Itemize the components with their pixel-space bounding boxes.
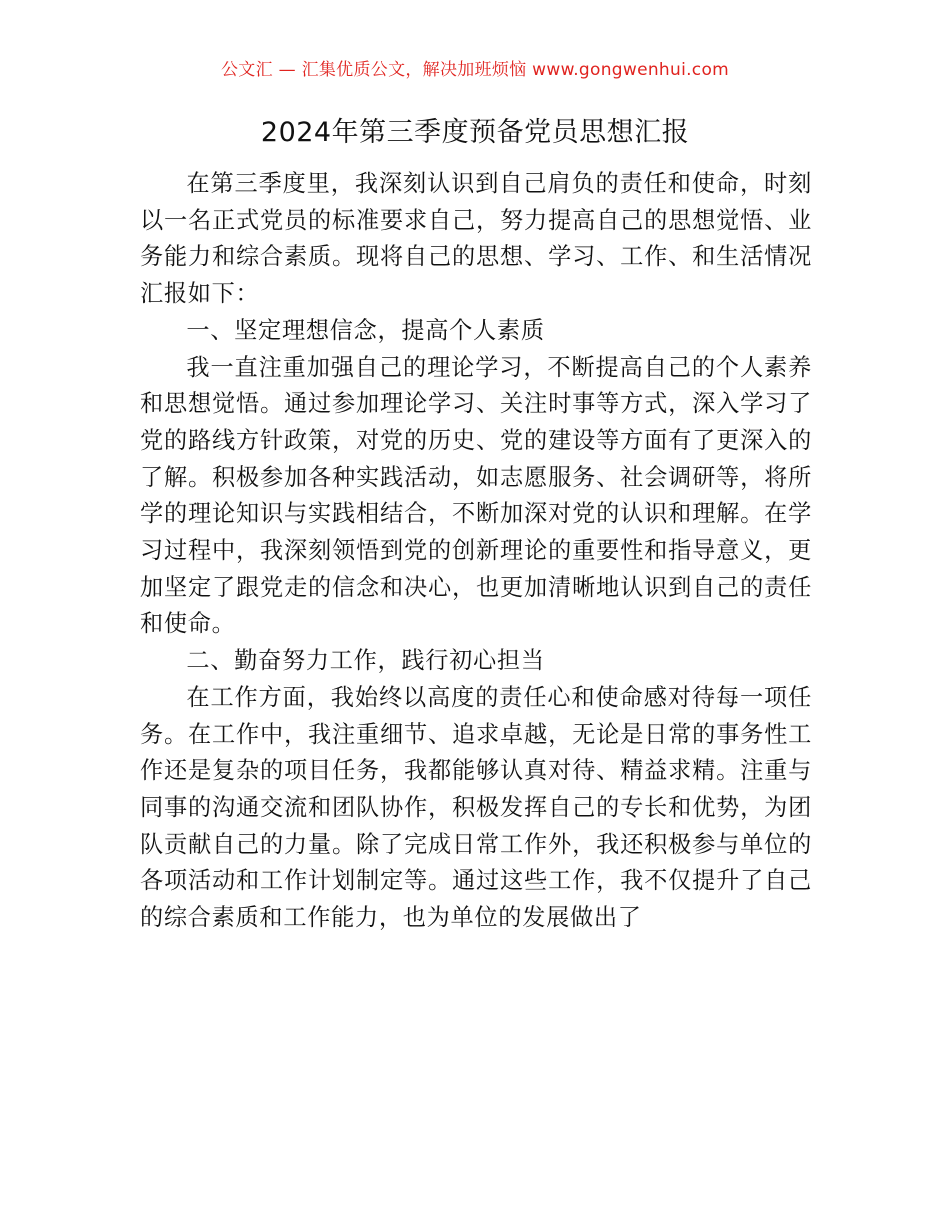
section-2-heading: 二、勤奋努力工作，践行初心担当 xyxy=(186,647,545,675)
document-title: 2024年第三季度预备党员思想汇报 xyxy=(260,117,690,148)
section-1-heading: 一、坚定理想信念，提高个人素质 xyxy=(186,316,545,344)
section-1-paragraph: 我一直注重加强自己的理论学习，不断提高自己的个人素养和思想觉悟。通过参加理论学习、关注时事等方式，深入学习了党的路线方针政策，对党的历史、党的建设等方面有了更深入的了解。积极参加各种实践活动，如志愿服务、社会调研等，将所学的理论知识与实践相结合，不断加深对党的认识和理解。在学习过程中，我深刻领悟到党的创新理论的重要性和指导意义，更加坚定了跟党走的信念和决心，也更加清晰地认识到自己的责任和使命。 xyxy=(140,353,812,638)
site-watermark: 公文汇 — 汇集优质公文，解决加班烦恼 www.gongwenhui.com xyxy=(220,60,730,80)
section-2-paragraph: 在工作方面，我始终以高度的责任心和使命感对待每一项任务。在工作中，我注重细节、追求卓越，无论是日常的事务性工作还是复杂的项目任务，我都能够认真对待、精益求精。注重与同事的沟通交流和团队协作，积极发挥自己的专长和优势，为团队贡献自己的力量。除了完成日常工作外，我还积极参与单位的各项活动和工作计划制定等。通过这些工作，我不仅提升了自己的综合素质和工作能力，也为单位的发展做出了 xyxy=(140,683,812,932)
document-body xyxy=(140,166,812,937)
intro-paragraph: 在第三季度里，我深刻认识到自己肩负的责任和使命，时刻以一名正式党员的标准要求自己，努力提高自己的思想觉悟、业务能力和综合素质。现将自己的思想、学习、工作、和生活情况汇报如下： xyxy=(140,170,812,308)
